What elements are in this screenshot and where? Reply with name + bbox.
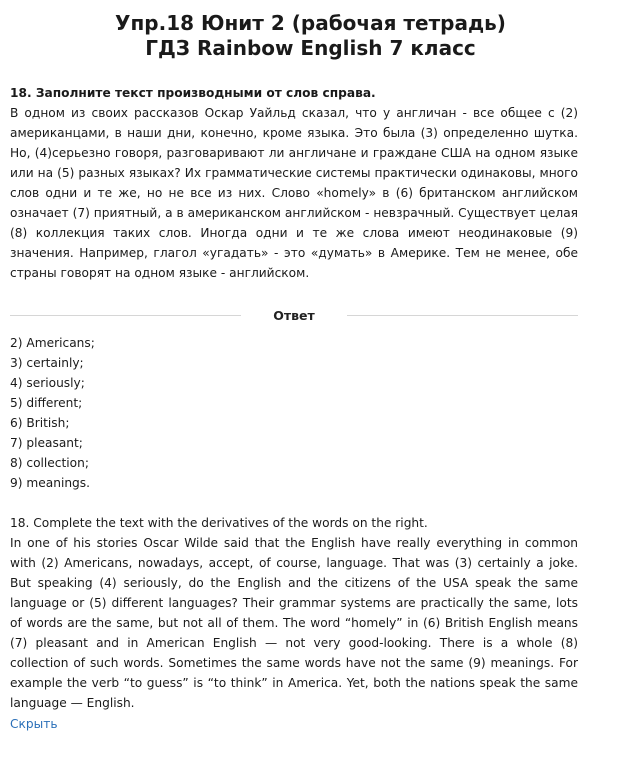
hide-link[interactable]: Скрыть: [10, 717, 58, 731]
answer-item: 4) seriously;: [10, 376, 85, 390]
page-title: [10, 0, 611, 61]
answer-item: 9) meanings.: [10, 476, 91, 490]
answer-item: 7) pleasant;: [10, 436, 83, 450]
answer-item: 2) Americans;: [10, 336, 95, 350]
answer-item: 6) British;: [10, 416, 70, 430]
task-block: [10, 83, 578, 283]
translation-text: In one of his stories Oscar Wilde said that the English have really everything in common with (2) Americans, nowadays, accept, of course, language. That was (3) certainly a joke. But speaking (4) seriously, do the English and the citizens of the USA speak the same language or (5) different languages? Their grammar systems are practically the same, lots of words are the same, but not all of them. The word “homely” in (6) British English means (7) pleasant and in American English — not very good-looking. There is a whole (8) collection of such words. Sometimes the same words have not the same (9) meanings. For example the verb “to guess” is “to think” in America. Yet, both the nations speak the same language — English.: [10, 536, 578, 710]
answer-heading: Ответ: [273, 307, 315, 323]
translation-block: [10, 513, 578, 713]
task-text: В одном из своих рассказов Оскар Уайльд сказал, что у англичан - все общее с (2) американцами, в наши дни, конечно, кроме языка. Это была (3) определенно шутка. Но, (4)серьезно говоря, разговаривают ли англичане и граждане США на одном языке или на (5) разных языках? Их грамматические системы практически одинаковы, много слов одни и те же, но не все из них. Слово «homely» в (6) британском английском означает (7) приятный, а в американском английском - невзрачный. Существует целая (8) коллекция таких слов. Иногда одни и те же слова имеют неодинаковые (9) значения. Например, глагол «угадать» - это «думать» в Америке. Тем не менее, обе страны говорят на одном языке - английском.: [10, 106, 578, 280]
answer-item: 5) different;: [10, 396, 83, 410]
page-title-line-1: Упр.18 Юнит 2 (рабочая тетрадь): [115, 11, 506, 35]
divider-line-left: [10, 315, 241, 316]
translation-heading: 18. Complete the text with the derivatives of the words on the right.: [10, 516, 428, 530]
task-heading: 18. Заполните текст производными от слов справа.: [10, 86, 376, 100]
answer-list: [10, 333, 611, 493]
page-title-line-2: ГДЗ Rainbow English 7 класс: [145, 36, 476, 60]
answer-item: 3) certainly;: [10, 356, 84, 370]
answer-divider: [10, 305, 578, 325]
divider-line-right: [347, 315, 578, 316]
answer-item: 8) collection;: [10, 456, 89, 470]
